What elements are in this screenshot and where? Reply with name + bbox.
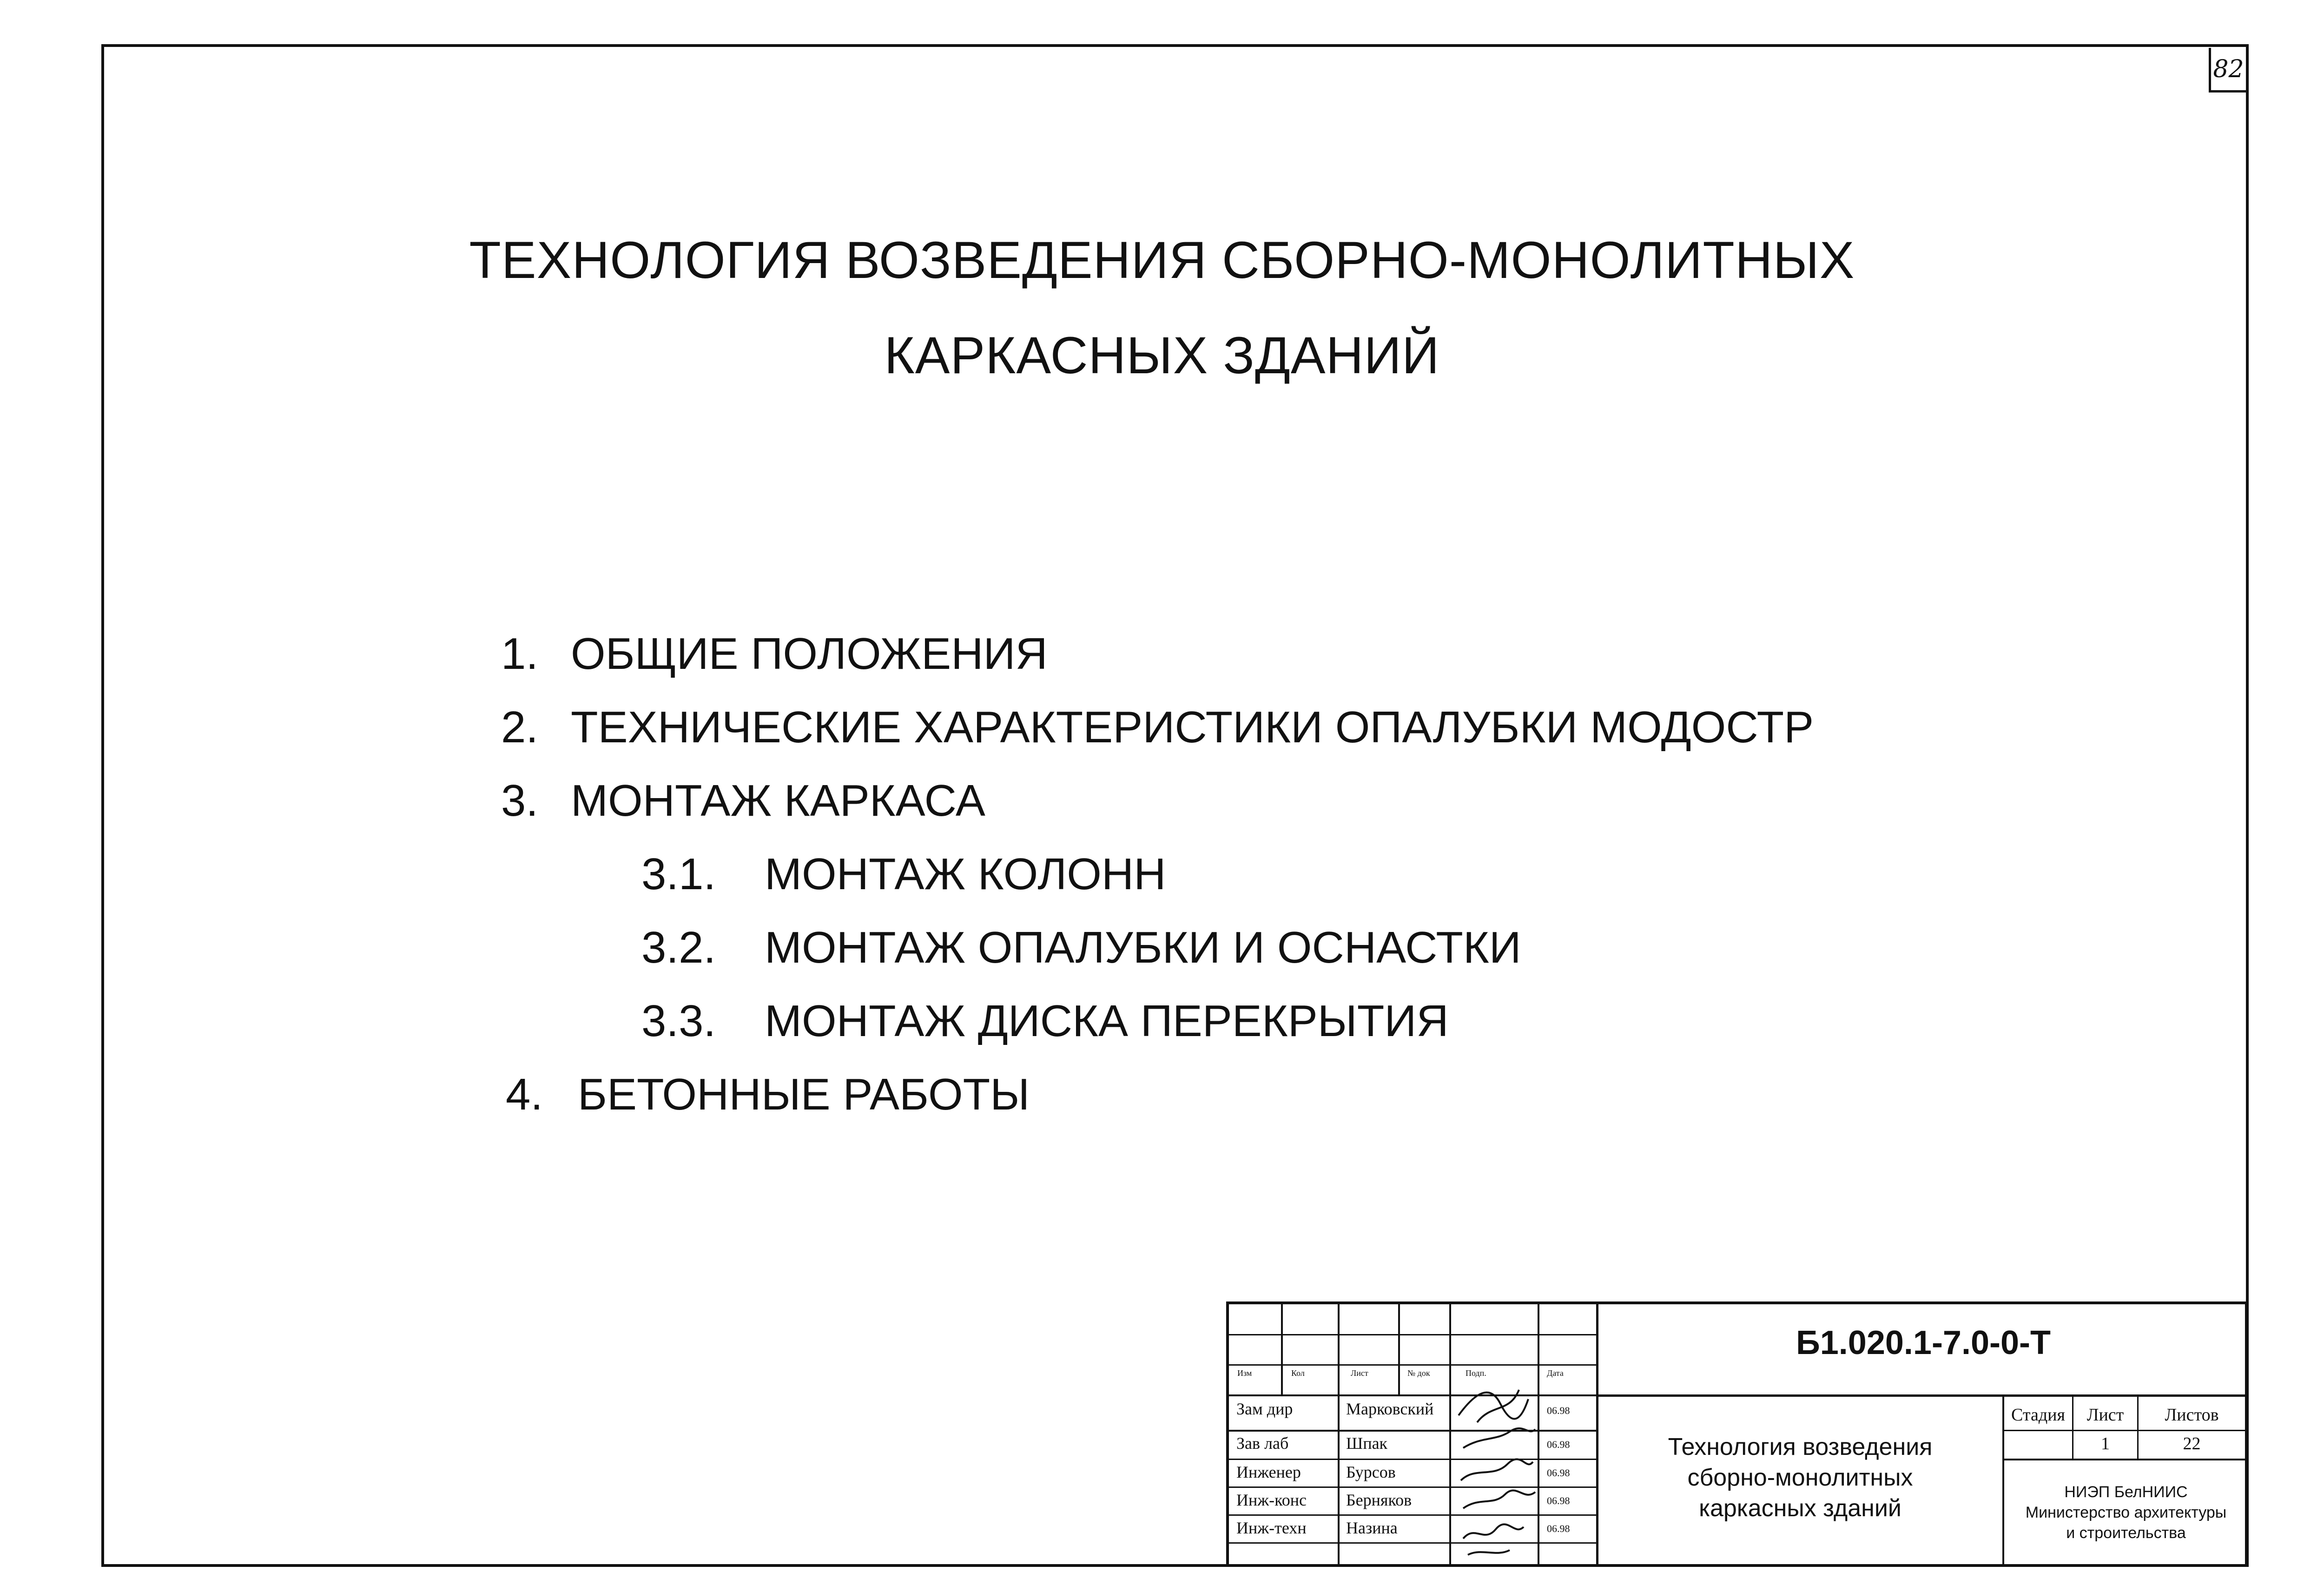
stamp-header-label: Кол	[1291, 1368, 1305, 1378]
toc-text: ТЕХНИЧЕСКИЕ ХАРАКТЕРИСТИКИ ОПАЛУБКИ МОДОСТР	[571, 702, 1814, 752]
sheets-label: Листов	[2165, 1405, 2219, 1425]
stamp-role: Зам дир	[1236, 1400, 1293, 1418]
stamp-line	[1226, 1334, 1596, 1335]
toc-number: 2.	[501, 702, 539, 752]
toc-number: 3.1.	[641, 849, 716, 899]
toc-item	[501, 702, 1814, 753]
stamp-role: Инж-техн	[1236, 1519, 1307, 1537]
sheet-label: Лист	[2086, 1405, 2124, 1425]
toc-number: 4.	[506, 1070, 543, 1119]
stamp-line	[2002, 1459, 2249, 1460]
stamp-border	[1226, 1301, 2249, 1304]
stamp-date: 06.98	[1547, 1467, 1570, 1479]
toc-item	[501, 628, 1048, 680]
toc-text: БЕТОННЫЕ РАБОТЫ	[578, 1070, 1030, 1119]
stamp-header-label: Подп.	[1466, 1368, 1486, 1378]
toc-number: 1.	[501, 629, 539, 679]
stamp-line	[1281, 1301, 1283, 1394]
stamp-header-label: Изм	[1237, 1368, 1252, 1378]
document-title-line-1: ТЕХНОЛОГИЯ ВОЗВЕДЕНИЯ СБОРНО-МОНОЛИТНЫХ	[469, 231, 1855, 289]
stamp-header-label: № док	[1407, 1368, 1430, 1378]
document-title-line-2: КАРКАСНЫХ ЗДАНИЙ	[884, 326, 1440, 384]
stamp-name: Назина	[1346, 1519, 1398, 1537]
stamp-line	[1398, 1301, 1400, 1394]
toc-item	[641, 849, 1166, 900]
stamp-line	[1596, 1394, 2249, 1397]
toc-item	[641, 996, 1449, 1047]
toc-text: МОНТАЖ ОПАЛУБКИ И ОСНАСТКИ	[765, 923, 1521, 972]
toc-item	[641, 922, 1521, 973]
document-code: Б1.020.1-7.0-0-Т	[1796, 1324, 2051, 1361]
toc-item	[501, 775, 985, 826]
toc-number: 3.2.	[641, 923, 716, 972]
stamp-role: Зав лаб	[1236, 1434, 1289, 1453]
stamp-date: 06.98	[1547, 1495, 1570, 1506]
toc-number: 3.3.	[641, 996, 716, 1046]
toc-number: 3.	[501, 776, 539, 826]
stamp-line	[2002, 1430, 2249, 1431]
stamp-line	[1338, 1301, 1340, 1567]
toc-item	[506, 1069, 1030, 1120]
stage-label: Стадия	[2011, 1405, 2065, 1425]
stamp-date: 06.98	[1547, 1439, 1570, 1450]
stamp-name: Берняков	[1346, 1491, 1412, 1509]
stamp-date: 06.98	[1547, 1523, 1570, 1534]
stamp-role: Инж-конс	[1236, 1491, 1307, 1509]
stamp-header-label: Лист	[1351, 1368, 1368, 1378]
stamp-header-label: Дата	[1547, 1368, 1564, 1378]
stamp-border	[1226, 1301, 1229, 1567]
toc-text: МОНТАЖ КАРКАСА	[571, 776, 985, 826]
stamp-document-name: Технология возведения сборно-монолитных каркасных зданий	[1668, 1433, 1933, 1522]
stamp-date: 06.98	[1547, 1405, 1570, 1416]
sheet-value: 1	[2101, 1434, 2110, 1453]
toc-text: МОНТАЖ ДИСКА ПЕРЕКРЫТИЯ	[765, 996, 1449, 1046]
stamp-role: Инженер	[1236, 1463, 1301, 1481]
toc-text: МОНТАЖ КОЛОНН	[765, 849, 1166, 899]
toc-text: ОБЩИЕ ПОЛОЖЕНИЯ	[571, 629, 1048, 679]
sheet-number: 82	[2209, 48, 2246, 92]
stamp-name: Шпак	[1346, 1434, 1388, 1453]
stamp-line	[1226, 1364, 1596, 1366]
signatures-drawing	[1449, 1371, 1542, 1567]
title-block	[1226, 1301, 2249, 1567]
sheets-value: 22	[2183, 1434, 2201, 1453]
organization: НИЭП БелНИИС Министерство архитектуры и строительства	[2025, 1483, 2227, 1542]
stamp-name: Марковский	[1346, 1400, 1434, 1418]
stamp-name: Бурсов	[1346, 1463, 1396, 1481]
